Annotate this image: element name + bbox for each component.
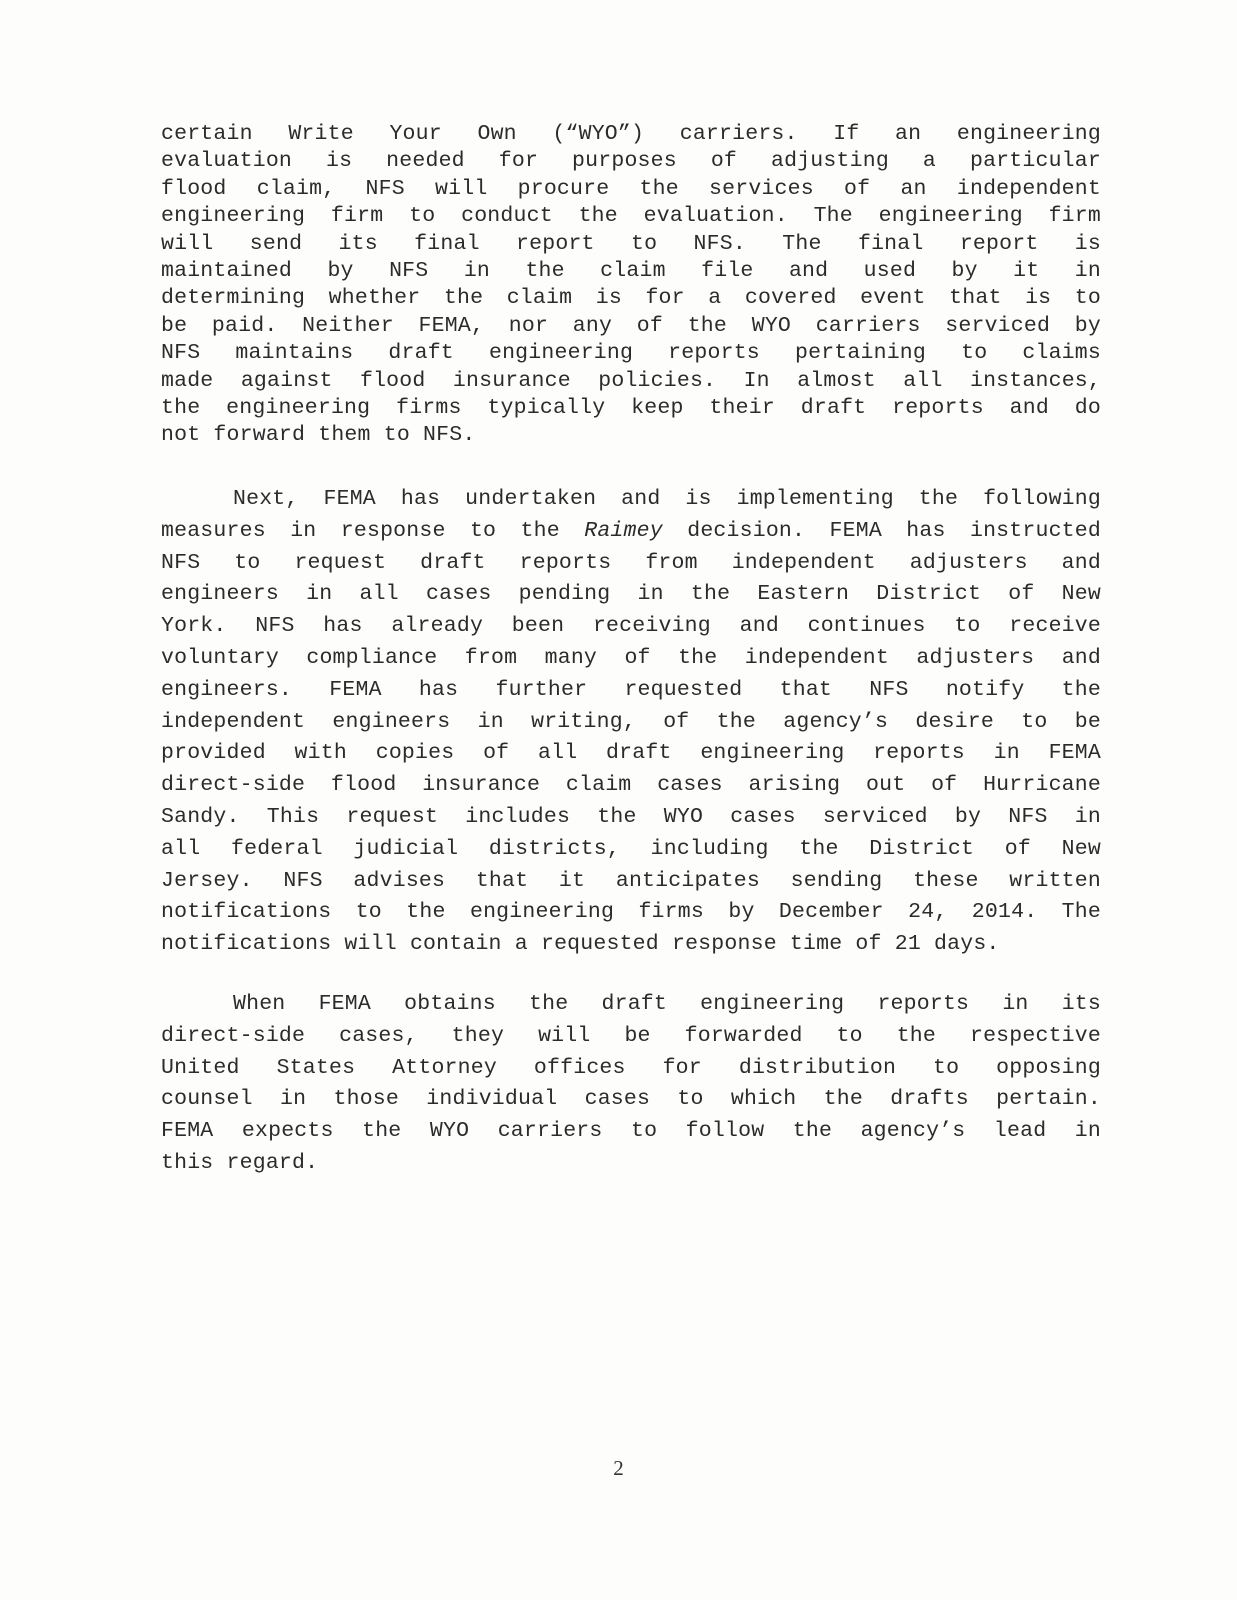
paragraph-2-line — [161, 516, 1101, 548]
paragraph-2-line: direct-side flood insurance claim cases arising out of Hurricane — [161, 773, 1101, 798]
paragraph-2-line: notifications to the engineering firms by December 24, 2014. The — [161, 900, 1101, 925]
paragraph-2-text: measures in response to the — [161, 518, 585, 543]
paragraph-2-line — [161, 484, 1101, 516]
paragraph-2-line: NFS to request draft reports from independent adjusters and — [161, 550, 1101, 575]
paragraph-2-line: independent engineers in writing, of the agency’s desire to be — [161, 709, 1101, 734]
paragraph-3-line: this regard. — [161, 1150, 319, 1175]
paragraph-1-line: determining whether the claim is for a covered event that is to — [161, 286, 1101, 311]
paragraph-2-line: voluntary compliance from many of the independent adjusters and — [161, 645, 1101, 670]
paragraph-1-line: not forward them to NFS. — [161, 423, 476, 448]
paragraph-2-line: all federal judicial districts, including the District of New — [161, 836, 1101, 861]
paragraph-3-first-line: When FEMA obtains the draft engineering reports in its — [233, 992, 1101, 1016]
paragraph-2-first-line: Next, FEMA has undertaken and is implementing the following — [233, 487, 1101, 511]
paragraph-3-line: United States Attorney offices for distribution to opposing — [161, 1055, 1101, 1080]
paragraph-1-line: maintained by NFS in the claim file and used by it in — [161, 259, 1101, 284]
paragraph-2-line: engineers. FEMA has further requested that NFS notify the — [161, 677, 1101, 702]
paragraph-1-line: made against flood insurance policies. In almost all instances, — [161, 368, 1101, 393]
paragraph-2-line: Jersey. NFS advises that it anticipates sending these written — [161, 868, 1101, 893]
paragraph-2-line: provided with copies of all draft engineering reports in FEMA — [161, 741, 1101, 766]
paragraph-1-line: will send its final report to NFS. The final report is — [161, 231, 1101, 256]
paragraph-2-line: Sandy. This request includes the WYO cases serviced by NFS in — [161, 804, 1101, 829]
paragraph-3-line: counsel in those individual cases to which the drafts pertain. — [161, 1087, 1101, 1112]
paragraph-1-line: be paid. Neither FEMA, nor any of the WYO carriers serviced by — [161, 313, 1101, 338]
paragraph-1-line: the engineering firms typically keep their draft reports and do — [161, 396, 1101, 421]
case-name-raimey: Raimey — [584, 518, 663, 543]
paragraph-1-line: engineering firm to conduct the evaluation. The engineering firm — [161, 204, 1101, 229]
paragraph-2-line: notifications will contain a requested response time of 21 days. — [161, 932, 1000, 957]
paragraph-2-line: York. NFS has already been receiving and continues to receive — [161, 614, 1101, 639]
paragraph-3-line — [161, 989, 1101, 1021]
paragraph-3-line: direct-side cases, they will be forwarded to the respective — [161, 1023, 1101, 1048]
paragraph-1-line: certain Write Your Own (“WYO”) carriers. If an engineering — [161, 122, 1101, 146]
paragraph-1-line: NFS maintains draft engineering reports pertaining to claims — [161, 341, 1101, 366]
paragraph-2 — [161, 484, 1101, 961]
paragraph-2-line: engineers in all cases pending in the Eastern District of New — [161, 582, 1101, 607]
page-number: 2 — [613, 1456, 624, 1480]
paragraph-2-text: decision. FEMA has instructed — [662, 518, 1101, 543]
paragraph-1-line: evaluation is needed for purposes of adjusting a particular — [161, 149, 1101, 174]
paragraph-1 — [161, 121, 1101, 450]
paragraph-1-line: flood claim, NFS will procure the services of an independent — [161, 176, 1101, 201]
paragraph-3-line: FEMA expects the WYO carriers to follow the agency’s lead in — [161, 1119, 1101, 1144]
paragraph-3 — [161, 989, 1101, 1180]
